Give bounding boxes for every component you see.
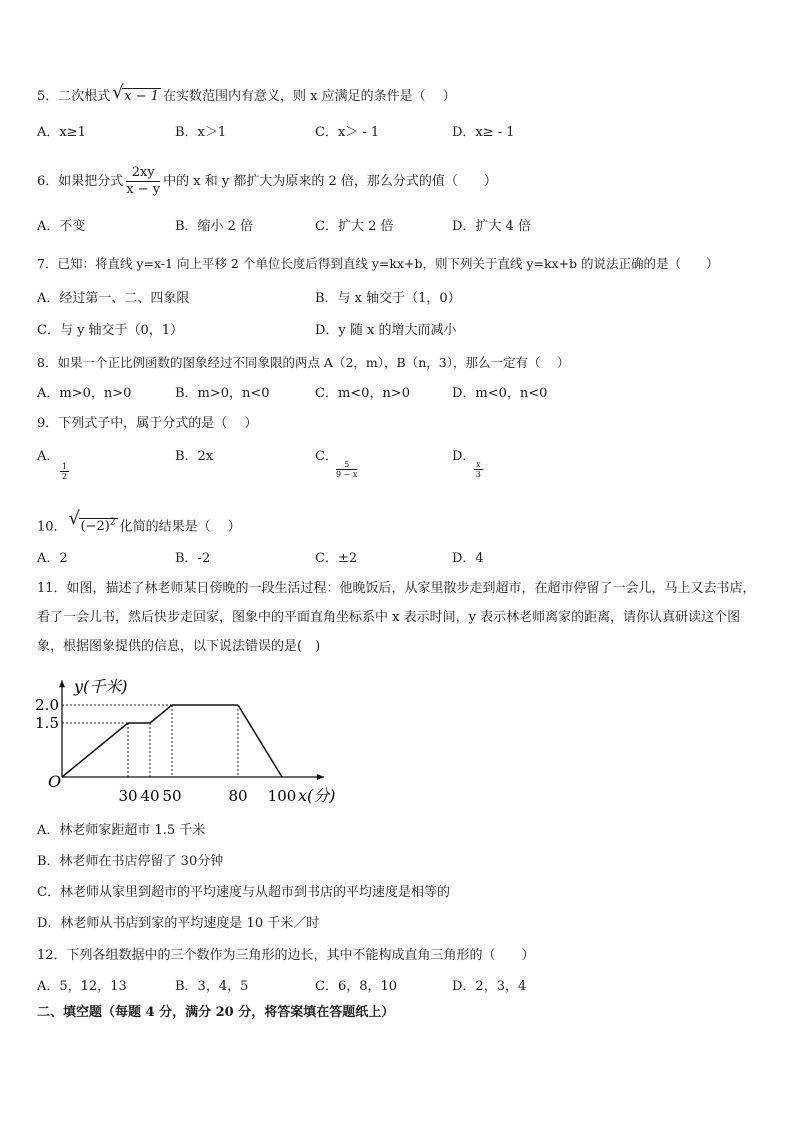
question-8: 8．如果一个正比例函数的图象经过不同象限的两点 A（2，m），B（n，3），那么一定有（ ） xyxy=(37,355,570,370)
option-c[interactable]: C．m<0，n>0 xyxy=(315,386,410,401)
question-8-options xyxy=(37,385,757,403)
question-12: 12．下列各组数据中的三个数作为三角形的边长，其中不能构成直角三角形的（ ） xyxy=(37,948,535,963)
option-a-fraction: $\frac{1}{2}$ xyxy=(62,462,68,481)
graph-axes xyxy=(48,677,336,805)
option-c[interactable]: C．与 y 轴交于（0，1） xyxy=(37,323,184,338)
option-b[interactable]: B．与 x 轴交于（1，0） xyxy=(315,291,461,306)
option-a[interactable]: A．x≥1 xyxy=(37,125,86,140)
series-segment xyxy=(62,723,128,777)
option-a[interactable]: A．5，12，13 xyxy=(37,979,127,994)
option-d[interactable]: D．扩大 4 倍 xyxy=(452,219,531,234)
fraction-denominator: x − y xyxy=(126,182,161,197)
series-segment xyxy=(150,705,172,723)
fraction xyxy=(126,165,160,198)
question-11-option-d[interactable]: D．林老师从书店到家的平均速度是 10 千米／时 xyxy=(37,916,320,931)
exponent: 2 xyxy=(109,518,116,528)
option-c[interactable]: C．6，8，10 xyxy=(315,979,398,994)
option-d[interactable]: D．4 xyxy=(452,551,484,566)
option-d[interactable]: D．y 随 x 的增大而减小 xyxy=(315,323,457,338)
question-12-options xyxy=(37,978,757,996)
option-a[interactable]: A．经过第一、二、四象限 xyxy=(37,291,190,306)
option-c[interactable]: C．±2 xyxy=(315,551,358,566)
question-7-options-row1 xyxy=(37,290,757,308)
question-10-suffix: 化简的结果是（ ） xyxy=(119,519,241,535)
question-5-prefix: 5．二次根式 xyxy=(37,89,111,104)
x-axis-arrow xyxy=(317,774,324,780)
question-5 xyxy=(37,82,456,106)
option-d-fraction: $\frac{x}{3}$ xyxy=(475,460,481,479)
x-axis-label: x(分) xyxy=(298,786,336,805)
question-6-suffix: 中的 x 和 y 都扩大为原来的 2 倍，那么分式的值（ ） xyxy=(163,174,497,189)
question-9: 9．下列式子中，属于分式的是（ ） xyxy=(37,416,258,431)
option-a[interactable]: A． xyxy=(37,449,60,464)
distance-time-graph xyxy=(35,672,340,812)
option-b[interactable]: B．x＞1 xyxy=(175,125,227,140)
sqrt-expression: √ x − 1 xyxy=(112,82,160,104)
y-tick-label: 1.5 xyxy=(35,714,59,732)
option-b[interactable]: B．-2 xyxy=(175,551,211,566)
question-10-prefix: 10． xyxy=(37,519,67,535)
fraction-numerator: 2xy xyxy=(126,165,160,182)
option-c[interactable]: C．扩大 2 倍 xyxy=(315,219,394,234)
x-tick-label: 50 xyxy=(162,787,182,805)
graph-guide-lines xyxy=(62,705,238,777)
origin-label: O xyxy=(48,772,62,791)
question-5-options xyxy=(37,124,757,142)
question-6-options xyxy=(37,218,757,236)
option-d[interactable]: D．x≥ - 1 xyxy=(452,125,515,140)
question-6-prefix: 6．如果把分式 xyxy=(37,174,124,189)
question-11-option-c[interactable]: C．林老师从家里到超市的平均速度与从超市到书店的平均速度是相等的 xyxy=(37,885,450,900)
option-a[interactable]: A．不变 xyxy=(37,219,86,234)
y-tick-label: 2.0 xyxy=(35,696,59,714)
option-b[interactable]: B．缩小 2 倍 xyxy=(175,219,254,234)
option-a[interactable]: A．2 xyxy=(37,551,68,566)
y-axis-label: y(千米) xyxy=(74,677,128,697)
graph-tick-labels xyxy=(35,696,296,805)
sqrt-radicand: x − 1 xyxy=(124,89,160,104)
option-d[interactable]: D．2，3，4 xyxy=(452,979,527,994)
sqrt-expression: √ $(-2)^2$ xyxy=(68,508,116,535)
question-7-options-row2 xyxy=(37,322,757,340)
x-tick-label: 40 xyxy=(140,787,160,805)
question-10 xyxy=(37,508,241,539)
option-d[interactable]: D． xyxy=(452,449,476,464)
question-11-option-a[interactable]: A．林老师家距超市 1.5 千米 xyxy=(37,823,206,838)
option-c-fraction: $\frac{5}{9 - x}$ xyxy=(336,460,358,479)
question-6 xyxy=(37,164,497,200)
question-11: 11．如图，描述了林老师某日傍晚的一段生活过程：他晚饭后，从家里散步走到超市，在超市停留了一会儿，马上又去书店，看了一会儿书，然后快步走回家，图象中的平面直角坐标系中 x 表示时间，y 表示林老师离家的距离，请你认真研读这个图象，根据图象提供的信息，以下说法错误的是( ) xyxy=(37,581,756,654)
option-c[interactable]: C．x＞ - 1 xyxy=(315,125,380,140)
question-11-option-b[interactable]: B．林老师在书店停留了 30分钟 xyxy=(37,854,224,869)
option-d[interactable]: D．m<0，n<0 xyxy=(452,386,548,401)
question-7: 7．已知：将直线 y=x-1 向上平移 2 个单位长度后得到直线 y=kx+b，则下列关于直线 y=kx+b 的说法正确的是（ ） xyxy=(37,256,719,271)
y-axis-arrow xyxy=(59,680,65,687)
section-2-title: 二、填空题（每题 4 分，满分 20 分，将答案填在答题纸上） xyxy=(37,1005,395,1020)
option-c[interactable]: C． xyxy=(315,449,338,464)
option-b[interactable]: B．m>0，n<0 xyxy=(175,386,270,401)
series-segment xyxy=(238,705,282,777)
question-10-options xyxy=(37,550,757,568)
sqrt-radicand: (−2) xyxy=(80,519,110,535)
option-a[interactable]: A．m>0，n>0 xyxy=(37,386,132,401)
x-tick-label: 100 xyxy=(267,787,297,805)
question-9-options xyxy=(37,448,757,488)
x-tick-label: 80 xyxy=(228,787,248,805)
option-b[interactable]: B．3，4，5 xyxy=(175,979,249,994)
question-5-suffix: 在实数范围内有意义，则 x 应满足的条件是（ ） xyxy=(163,89,456,104)
x-tick-label: 30 xyxy=(118,787,138,805)
option-b[interactable]: B．2x xyxy=(175,449,214,464)
